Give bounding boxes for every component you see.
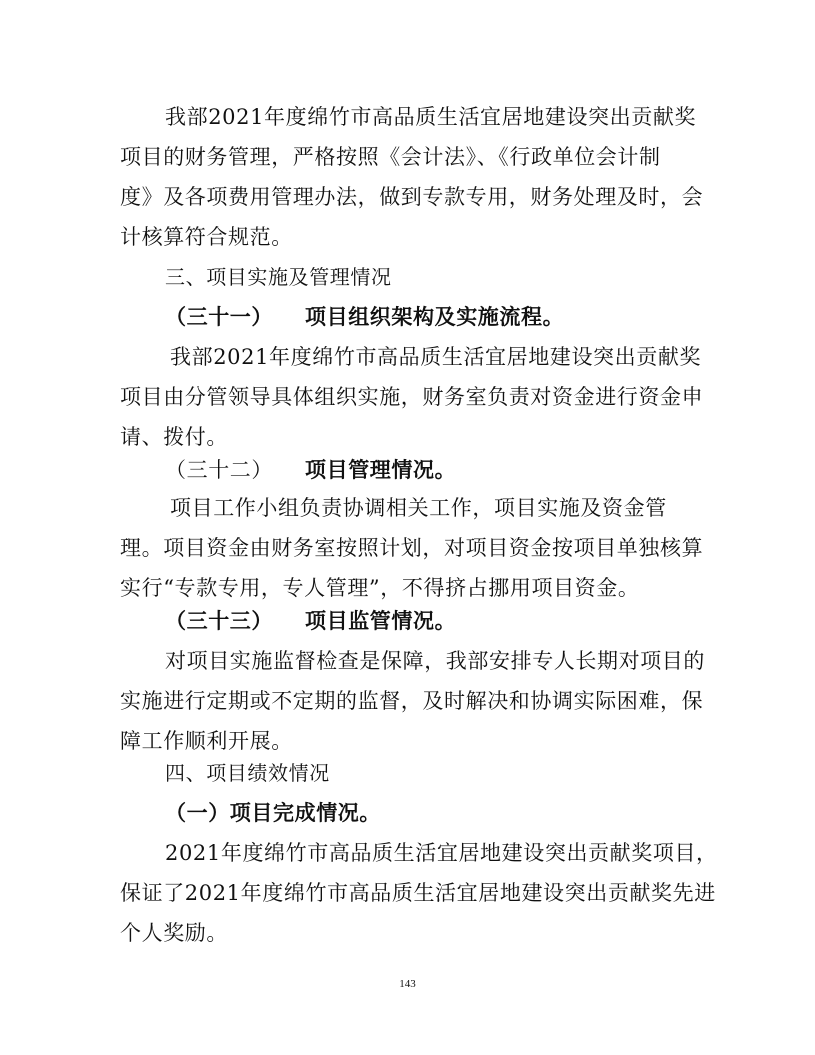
subsection-heading: （一）项目完成情况。 [165, 800, 381, 825]
paragraph-line: 理。项目资金由财务室按照计划，对项目资金按项目单独核算 [120, 536, 704, 560]
subsection-title: 项目组织架构及实施流程。 [305, 304, 565, 329]
subsection-title: 项目监管情况。 [305, 608, 457, 633]
paragraph-line: 对项目实施监督检查是保障，我部安排专人长期对项目的 [165, 649, 705, 673]
section-heading: 三、项目实施及管理情况 [165, 265, 392, 289]
subsection-heading [165, 601, 745, 641]
paragraph-line: 项目工作小组负责协调相关工作，项目实施及资金管 [170, 496, 667, 520]
paragraph-line: 请、拨付。 [120, 425, 228, 449]
subsection-heading [165, 450, 745, 490]
paragraph-line: 我部2021年度绵竹市高品质生活宜居地建设突出贡献奖 [165, 105, 697, 129]
subsection-label: （三十二） [165, 458, 273, 482]
paragraph-line: 个人奖励。 [120, 921, 228, 945]
paragraph-line: 项目由分管领导具体组织实施，财务室负责对资金进行资金申 [120, 385, 704, 409]
subsection-title: 项目管理情况。 [305, 457, 457, 482]
page-number: 143 [399, 978, 416, 990]
paragraph-line: 计核算符合规范。 [120, 225, 293, 249]
paragraph-line: 2021年度绵竹市高品质生活宜居地建设突出贡献奖项目， [165, 841, 718, 865]
paragraph-line: 实施进行定期或不定期的监督，及时解决和协调实际困难，保 [120, 689, 704, 713]
paragraph-line: 障工作顺利开展。 [120, 729, 293, 753]
subsection-heading [165, 297, 745, 337]
paragraph-line: 我部2021年度绵竹市高品质生活宜居地建设突出贡献奖 [170, 345, 702, 369]
subsection-label: （三十三） [165, 608, 273, 633]
paragraph-line: 保证了2021年度绵竹市高品质生活宜居地建设突出贡献奖先进 [120, 881, 716, 905]
paragraph-line: 实行“专款专用，专人管理”，不得挤占挪用项目资金。 [120, 576, 640, 600]
section-heading: 四、项目绩效情况 [165, 761, 330, 785]
paragraph-line: 项目的财务管理，严格按照《会计法》、《行政单位会计制 [120, 145, 661, 169]
paragraph-line: 度》及各项费用管理办法，做到专款专用，财务处理及时，会 [120, 185, 704, 209]
subsection-label: （三十一） [165, 304, 273, 329]
